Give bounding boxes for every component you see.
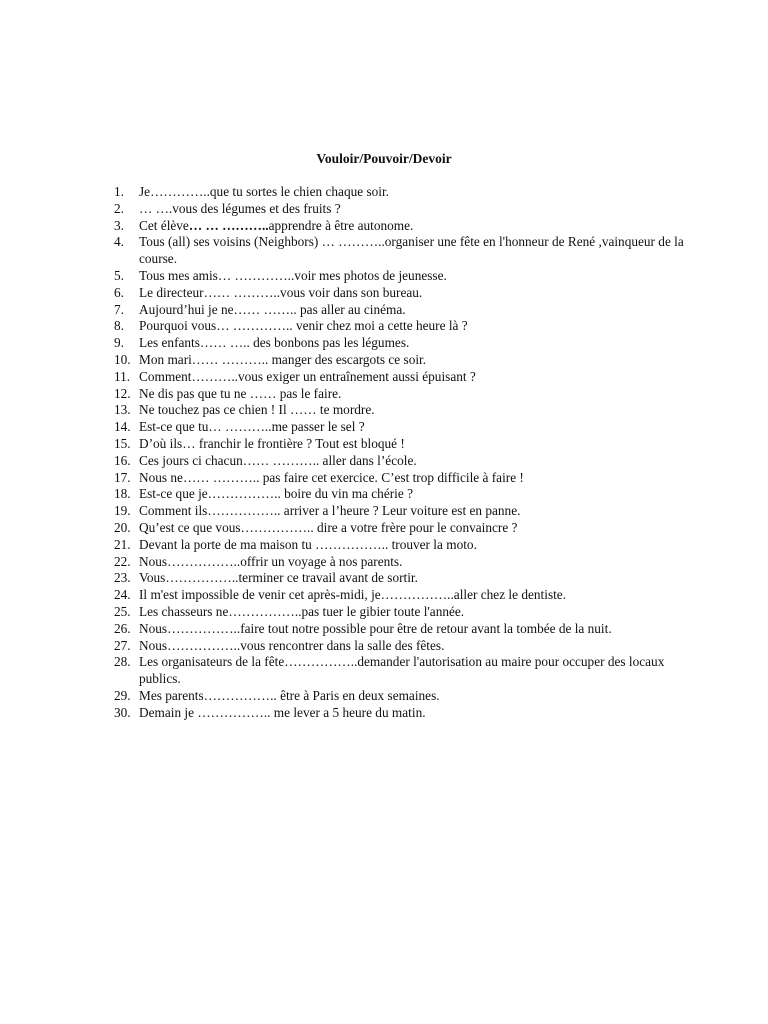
item-text: Comment ils…………….. arriver a l’heure ? Leur voiture est en panne. xyxy=(139,503,521,519)
item-text: Je…………..que tu sortes le chien chaque soir. xyxy=(139,184,389,199)
item-text: Les chasseurs ne……………..pas tuer le gibier toute l'année. xyxy=(139,603,465,619)
item-text: Qu’est ce que vous…………….. dire a votre frère pour le convaincre ? xyxy=(139,519,518,535)
item-text: Pourquoi vous… ………….. venir chez moi a cette heure là ? xyxy=(139,318,468,334)
list-item xyxy=(114,705,684,722)
item-text-start: Cet élève xyxy=(139,217,189,233)
item-number: 3. xyxy=(114,217,124,233)
item-number: 14. xyxy=(114,419,131,435)
list-item xyxy=(114,335,684,352)
item-number: 19. xyxy=(114,503,131,519)
list-item xyxy=(114,486,684,503)
item-number: 16. xyxy=(114,452,131,468)
item-text: Nous……………..faire tout notre possible pour être de retour avant la tombée de la nuit. xyxy=(139,620,612,636)
exercise-list xyxy=(114,184,684,722)
list-item xyxy=(114,218,684,235)
item-number: 9. xyxy=(114,335,124,351)
item-number: 13. xyxy=(114,402,131,418)
item-text-end: apprendre à être autonome. xyxy=(268,217,414,233)
item-number: 4. xyxy=(114,234,124,250)
list-item xyxy=(114,654,684,688)
item-text: Les enfants…… ….. des bonbons pas les légumes. xyxy=(139,335,410,351)
list-item xyxy=(114,402,684,419)
list-item xyxy=(114,234,684,268)
list-item xyxy=(114,268,684,285)
list-item xyxy=(114,587,684,604)
item-number: 23. xyxy=(114,570,131,586)
item-text-blank: … … ……….. xyxy=(188,217,269,233)
item-number: 1. xyxy=(114,184,124,199)
item-number: 30. xyxy=(114,704,131,720)
list-item xyxy=(114,201,684,218)
item-text: Ne touchez pas ce chien ! Il …… te mordre. xyxy=(139,402,375,418)
item-number: 8. xyxy=(114,318,124,334)
item-text: Nous ne…… ……….. pas faire cet exercice. C’est trop difficile à faire ! xyxy=(139,469,524,485)
list-item xyxy=(114,688,684,705)
item-number: 29. xyxy=(114,687,131,703)
item-text: Nous……………..offrir un voyage à nos parents. xyxy=(139,553,403,569)
item-number: 12. xyxy=(114,385,131,401)
item-text: D’où ils… franchir le frontière ? Tout est bloqué ! xyxy=(139,435,405,451)
item-number: 20. xyxy=(114,519,131,535)
item-number: 24. xyxy=(114,587,131,603)
item-number: 2. xyxy=(114,200,124,216)
list-item xyxy=(114,621,684,638)
item-number: 5. xyxy=(114,267,124,283)
list-item xyxy=(114,638,684,655)
item-number: 21. xyxy=(114,536,131,552)
item-text: Ne dis pas que tu ne …… pas le faire. xyxy=(139,385,342,401)
item-text: Vous……………..terminer ce travail avant de sortir. xyxy=(139,570,418,586)
list-item xyxy=(114,184,684,201)
list-item xyxy=(114,419,684,436)
list-item xyxy=(114,285,684,302)
list-item xyxy=(114,503,684,520)
item-text: Aujourd’hui je ne…… …….. pas aller au cinéma. xyxy=(139,301,406,317)
list-item xyxy=(114,604,684,621)
list-item xyxy=(114,352,684,369)
list-item xyxy=(114,318,684,335)
item-text: Demain je …………….. me lever a 5 heure du matin. xyxy=(139,704,426,720)
item-number: 10. xyxy=(114,351,131,367)
item-text: Comment………..vous exiger un entraînement aussi épuisant ? xyxy=(139,368,476,384)
item-number: 26. xyxy=(114,620,131,636)
item-text: Devant la porte de ma maison tu …………….. trouver la moto. xyxy=(139,536,477,552)
item-number: 22. xyxy=(114,553,131,569)
item-number: 18. xyxy=(114,486,131,502)
item-text: Nous……………..vous rencontrer dans la salle des fêtes. xyxy=(139,637,445,653)
item-number: 28. xyxy=(114,654,131,670)
list-item xyxy=(114,520,684,537)
list-item xyxy=(114,302,684,319)
item-number: 7. xyxy=(114,301,124,317)
list-item xyxy=(114,386,684,403)
item-text: Tous mes amis… …………..voir mes photos de jeunesse. xyxy=(139,267,447,283)
list-item xyxy=(114,436,684,453)
item-text: Tous (all) ses voisins (Neighbors) … ………..organiser une fête en l'honneur de René ,vainqueur de la course. xyxy=(139,234,684,267)
list-item xyxy=(114,470,684,487)
list-item xyxy=(114,537,684,554)
item-number: 27. xyxy=(114,637,131,653)
item-number: 6. xyxy=(114,284,124,300)
document-title: Vouloir/Pouvoir/Devoir xyxy=(316,151,452,166)
item-text: Il m'est impossible de venir cet après-midi, je……………..aller chez le dentiste. xyxy=(139,587,567,603)
list-item xyxy=(114,554,684,571)
item-text: Mon mari…… ……….. manger des escargots ce soir. xyxy=(139,351,427,367)
item-text: … ….vous des légumes et des fruits ? xyxy=(139,200,341,216)
list-item xyxy=(114,369,684,386)
list-item xyxy=(114,570,684,587)
item-text: Ces jours ci chacun…… ……….. aller dans l’école. xyxy=(139,452,417,468)
item-number: 15. xyxy=(114,435,131,451)
list-item xyxy=(114,453,684,470)
item-number: 17. xyxy=(114,469,131,485)
item-number: 25. xyxy=(114,603,131,619)
item-text xyxy=(139,218,684,235)
item-text: Les organisateurs de la fête……………..demander l'autorisation au maire pour occuper des locaux publics. xyxy=(139,654,665,687)
item-number: 11. xyxy=(114,368,131,384)
item-text: Est-ce que tu… ………..me passer le sel ? xyxy=(139,419,365,435)
item-text: Est-ce que je…………….. boire du vin ma chérie ? xyxy=(139,486,413,502)
item-text: Le directeur…… ………..vous voir dans son bureau. xyxy=(139,284,423,300)
item-text: Mes parents…………….. être à Paris en deux semaines. xyxy=(139,687,440,703)
